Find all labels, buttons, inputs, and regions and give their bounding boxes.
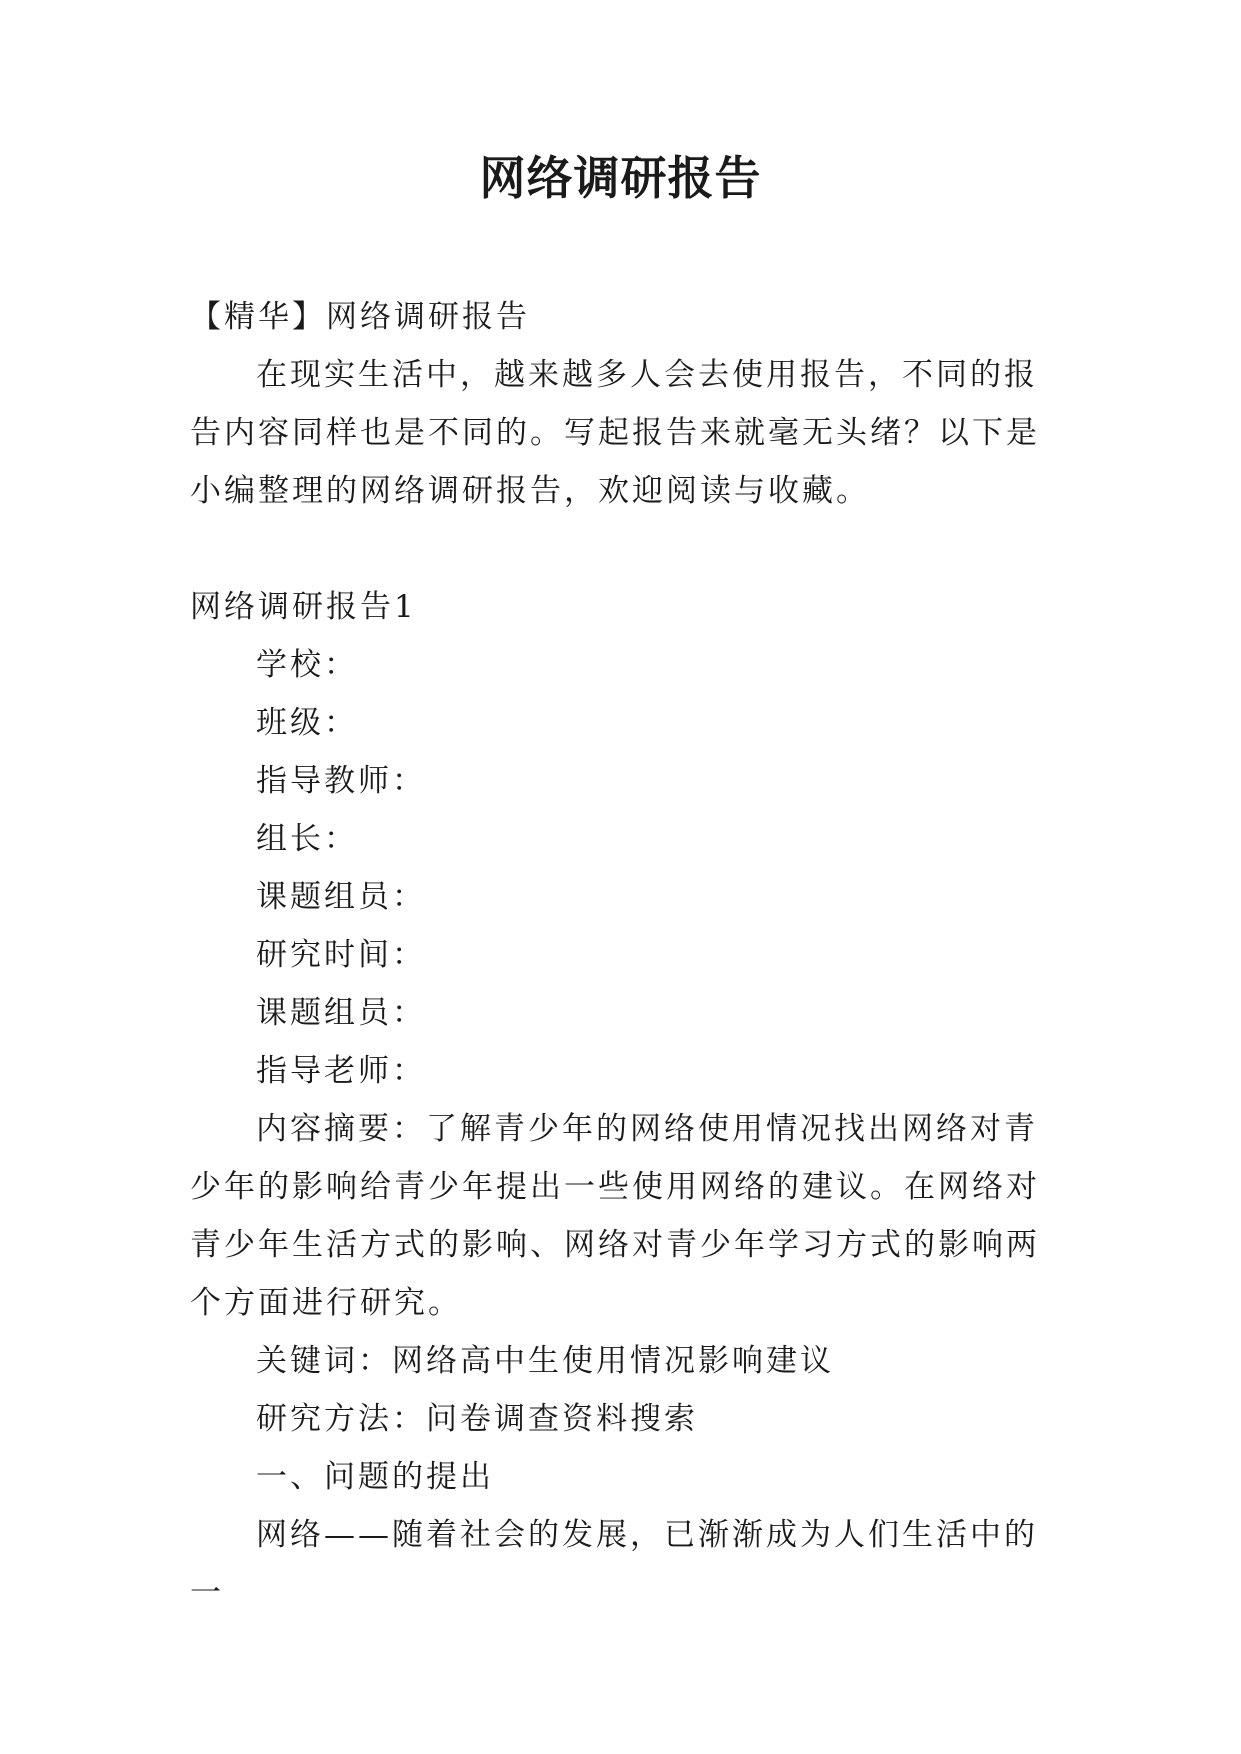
section-heading: 网络调研报告1 <box>190 589 417 625</box>
field-class: 班级： <box>256 705 358 741</box>
field-advisor: 指导老师： <box>256 1053 426 1089</box>
methods-line: 研究方法：问卷调查资料搜索 <box>256 1401 698 1437</box>
field-leader: 组长： <box>256 821 358 857</box>
document-title: 网络调研报告 <box>479 151 762 205</box>
section-1-heading: 一、问题的提出 <box>256 1459 494 1495</box>
field-research-time: 研究时间： <box>256 937 426 973</box>
abstract-paragraph: 内容摘要：了解青少年的网络使用情况找出网络对青少年的影响给青少年提出一些使用网络的建议。在网络对青少年生活方式的影响、网络对青少年学习方式的影响两个方面进行研究。 <box>190 1111 1040 1321</box>
field-members-2: 课题组员： <box>256 995 426 1031</box>
field-members: 课题组员： <box>256 879 426 915</box>
subtitle-line: 【精华】网络调研报告 <box>190 299 530 335</box>
field-school: 学校： <box>256 647 358 683</box>
section-1-paragraph: 网络——随着社会的发展，已渐渐成为人们生活中的一 <box>190 1517 1038 1611</box>
document-body <box>190 288 1051 1622</box>
keywords-line: 关键词：网络高中生使用情况影响建议 <box>256 1343 834 1379</box>
intro-paragraph: 在现实生活中，越来越多人会去使用报告，不同的报告内容同样也是不同的。写起报告来就毫无头绪？以下是小编整理的网络调研报告，欢迎阅读与收藏。 <box>190 357 1040 509</box>
paragraph-spacer <box>190 520 1051 578</box>
field-instructor: 指导教师： <box>256 763 426 799</box>
